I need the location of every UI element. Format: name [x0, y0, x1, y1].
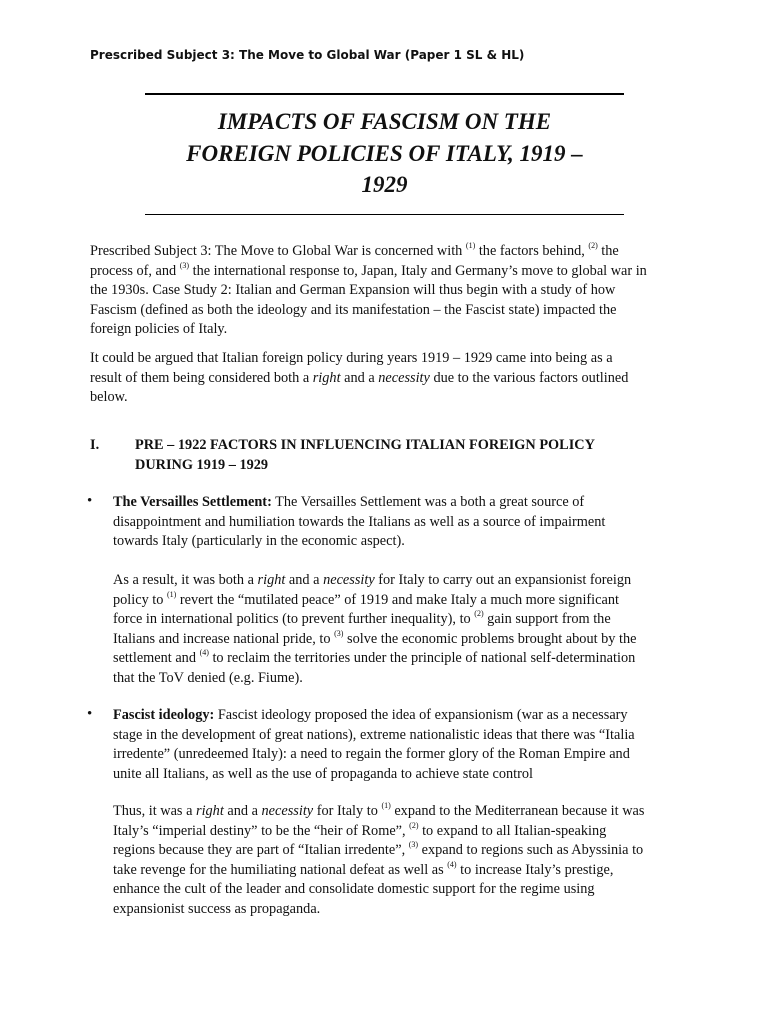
text-line: the 1930s. Case Study 2: Italian and German Expansion will thus begin with a study of how [90, 282, 616, 298]
text-line: It could be argued that Italian foreign policy during years 1919 – 1929 came into being as a [90, 350, 613, 366]
heading-line: PRE – 1922 FACTORS IN INFLUENCING ITALIAN FOREIGN POLICY [135, 437, 595, 453]
title-line: FOREIGN POLICIES OF ITALY, 1919 – [186, 140, 583, 166]
text-line [90, 262, 647, 282]
text-line [113, 841, 644, 861]
page-header: Prescribed Subject 3: The Move to Global War (Paper 1 SL & HL) [90, 48, 525, 62]
text-line: Fascism (defined as both the ideology and its manifestation – the Fascist state) impacted the [90, 301, 617, 318]
text-line [113, 802, 644, 822]
text-run: Italy’s “imperial destiny” to be the “heir of Rome”, [113, 822, 410, 839]
heading-line: DURING 1919 – 1929 [135, 456, 269, 473]
title-line: 1929 [361, 172, 408, 197]
text-line: disappointment and humiliation towards the Italians as well as a source of impairment [113, 513, 606, 530]
text-line [113, 861, 644, 881]
superscript-marker: (4) [199, 648, 209, 658]
text-run: expand to the Mediterranean because it was [390, 803, 645, 819]
bullet-versailles [113, 493, 605, 552]
text-run: for Italy to [313, 803, 382, 819]
title-bottom-rule [145, 214, 624, 215]
text-run: Fascist ideology proposed the idea of expansionism (war as a necessary [214, 707, 628, 723]
text-line: unite all Italians, as well as the use of propaganda to achieve state control [113, 765, 534, 782]
text-line: foreign policies of Italy. [90, 321, 228, 337]
text-line: enhance the cult of the leader and consolidate domestic support for the regime using [113, 881, 595, 897]
text-run: for Italy to carry out an expansionist foreign [374, 572, 632, 588]
text-run: regions because they are part of “Italian irredente”, [113, 842, 409, 858]
bullet-marker: • [87, 706, 93, 722]
superscript-marker: (2) [474, 609, 484, 619]
text-run: settlement and [113, 650, 200, 666]
text-run: to reclaim the territories under the principle of national self-determination [208, 650, 636, 666]
text-run: gain support from the [483, 611, 611, 627]
text-run: The Versailles Settlement was a both a great source of [271, 494, 585, 510]
text-run: expand to regions such as Abyssinia to [418, 842, 644, 858]
versailles-analysis [113, 571, 636, 688]
text-run: process of, and [90, 262, 180, 279]
text-line [113, 706, 635, 726]
document-title [145, 106, 624, 201]
bullet-title: Fascist ideology: [113, 707, 215, 723]
text-line [113, 610, 636, 630]
text-run: and a [223, 803, 262, 819]
superscript-marker: (2) [588, 241, 598, 251]
text-line [113, 571, 636, 591]
text-run: take revenge for the humiliating national defeat as well as [113, 861, 448, 878]
text-run: the international response to, Japan, Italy and Germany’s move to global war in [189, 262, 647, 279]
text-run: revert the “mutilated peace” of 1919 and make Italy a much more significant [176, 591, 619, 608]
text-line [113, 591, 636, 611]
text-run: the [597, 243, 619, 259]
bullet-title: The Versailles Settlement: [113, 494, 272, 510]
emphasis-text: right [312, 369, 341, 386]
emphasis-text: right [257, 572, 286, 588]
text-run: solve the economic problems brought about by the [343, 630, 637, 647]
fascist-ideology-analysis [113, 802, 644, 919]
bullet-marker: • [87, 493, 93, 509]
section-heading [135, 436, 595, 475]
text-run: the factors behind, [475, 243, 589, 259]
text-run: Thus, it was a [113, 803, 196, 819]
text-line [113, 630, 636, 650]
superscript-marker: (3) [334, 628, 344, 638]
superscript-marker: (1) [465, 241, 476, 251]
text-line: expansionist success as propaganda. [113, 900, 321, 917]
emphasis-text: right [196, 803, 224, 819]
text-line [113, 822, 644, 842]
superscript-marker: (3) [179, 260, 190, 270]
bullet-fascist-ideology [113, 706, 635, 784]
emphasis-text: necessity [323, 572, 375, 588]
text-line: irredente” (unredeemed Italy): a need to regain the former glory of the Roman Empire and [113, 746, 630, 762]
text-run: and a [285, 572, 324, 588]
text-run: to expand to all Italian-speaking [418, 822, 607, 839]
title-top-rule [145, 93, 624, 95]
text-run: result of them being considered both a [90, 369, 313, 386]
superscript-marker: (3) [408, 840, 419, 850]
intro-paragraph-2 [90, 349, 628, 408]
text-line [90, 242, 647, 262]
text-line [113, 649, 636, 669]
section-number: I. [90, 437, 100, 453]
text-line: that the ToV denied (e.g. Fiume). [113, 669, 303, 686]
text-line [113, 493, 605, 513]
emphasis-text: necessity [378, 369, 430, 386]
text-run: As a result, it was both a [113, 572, 258, 588]
superscript-marker: (4) [447, 859, 457, 869]
title-line: IMPACTS OF FASCISM ON THE [217, 109, 552, 134]
text-line [90, 369, 628, 389]
text-run: policy to [113, 591, 168, 608]
text-run: force in international politics (to prevent further inequality), to [113, 611, 475, 627]
text-run: Prescribed Subject 3: The Move to Global War is concerned with [90, 243, 466, 259]
emphasis-text: necessity [261, 803, 314, 819]
text-line: towards Italy (particularly in the economic aspect). [113, 533, 405, 549]
intro-paragraph-1 [90, 242, 647, 340]
text-run: due to the various factors outlined [429, 369, 629, 386]
superscript-marker: (1) [167, 589, 177, 599]
superscript-marker: (2) [409, 820, 419, 830]
text-line: stage in the development of great nations), extreme nationalistic ideas that there was “Italia [113, 726, 635, 743]
text-run: to increase Italy’s prestige, [456, 861, 614, 878]
text-run: Italians and increase national pride, to [113, 630, 335, 647]
text-line: below. [90, 389, 128, 405]
text-run: and a [340, 369, 379, 386]
superscript-marker: (1) [381, 801, 391, 811]
